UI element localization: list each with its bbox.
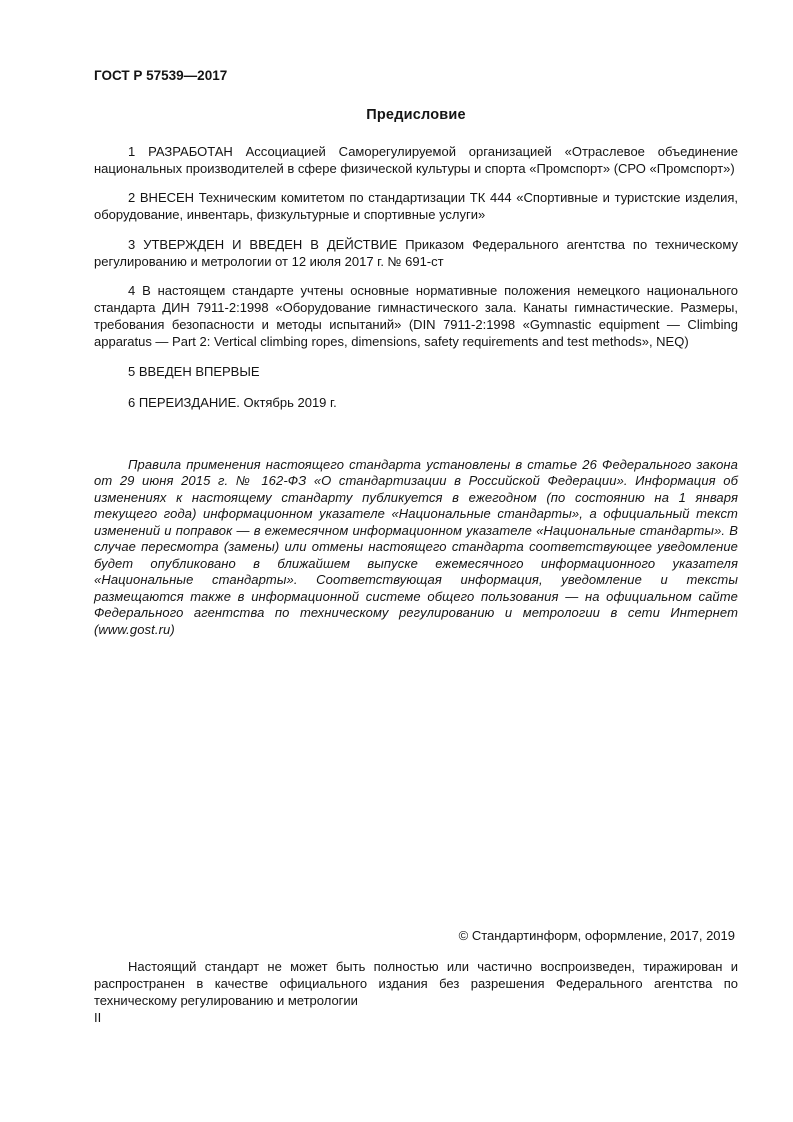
copyright-line: © Стандартинформ, оформление, 2017, 2019	[458, 928, 735, 943]
legal-application-note: Правила применения настоящего стандарта установлены в статье 26 Федерального закона от 29 июня 2015 г. № 162-ФЗ «О стандартизации в Российской Федерации». Информация об изменениях к настоящему стандарту публикуется в ежегодном (по состоянию на 1 января текущего года) информационном указателе «Национальные стандарты», а официальный текст изменений и поправок — в ежемесячном информационном указателе «Национальные стандарты». В случае пересмотра (замены) или отмены настоящего стандарта соответствующее уведомление будет опубликовано в ближайшем выпуске ежемесячного информационного указателя «Национальные стандарты». Соответствующая информация, уведомление и тексты размещаются также в информационной системе общего пользования — на официальном сайте Федерального агентства по техническому регулированию и метрологии в сети Интернет (www.gost.ru)	[94, 456, 738, 637]
page-number: II	[94, 1010, 102, 1025]
page-title: Предисловие	[366, 107, 466, 123]
paragraph-based-on-standard: 4 В настоящем стандарте учтены основные нормативные положения немецкого национального стандарта ДИН 7911-2:1998 «Оборудование гимнастического зала. Канаты гимнастические. Размеры, требования безопасности и методы испытаний» (DIN 7911-2:1998 «Gymnastic equipment — Climbing apparatus — Part 2: Vertical climbing ropes, dimensions, safety requirements and test methods», NEQ)	[94, 282, 738, 350]
paragraph-reissue: 6 ПЕРЕИЗДАНИЕ. Октябрь 2019 г.	[128, 394, 337, 410]
paragraph-approved-by: 3 УТВЕРЖДЕН И ВВЕДЕН В ДЕЙСТВИЕ Приказом Федерального агентства по техническому регулированию и метрологии от 12 июля 2017 г. № 691-ст	[94, 236, 738, 269]
doc-code: ГОСТ Р 57539—2017	[94, 68, 228, 83]
paragraph-submitted-by: 2 ВНЕСЕН Техническим комитетом по стандартизации ТК 444 «Спортивные и туристские изделия, оборудование, инвентарь, физкультурные и спортивные услуги»	[94, 190, 738, 223]
paragraph-developed-by: 1 РАЗРАБОТАН Ассоциацией Саморегулируемой организацией «Отраслевое объединение национальных производителей в сфере физической культуры и спорта «Промспорт» (СРО «Промспорт»)	[94, 144, 738, 177]
paragraph-first-edition: 5 ВВЕДЕН ВПЕРВЫЕ	[128, 363, 260, 379]
footer-reproduction-note: Настоящий стандарт не может быть полностью или частично воспроизведен, тиражирован и распространен в качестве официального издания без разрешения Федерального агентства по техническому регулированию и метрологии	[94, 959, 738, 1009]
